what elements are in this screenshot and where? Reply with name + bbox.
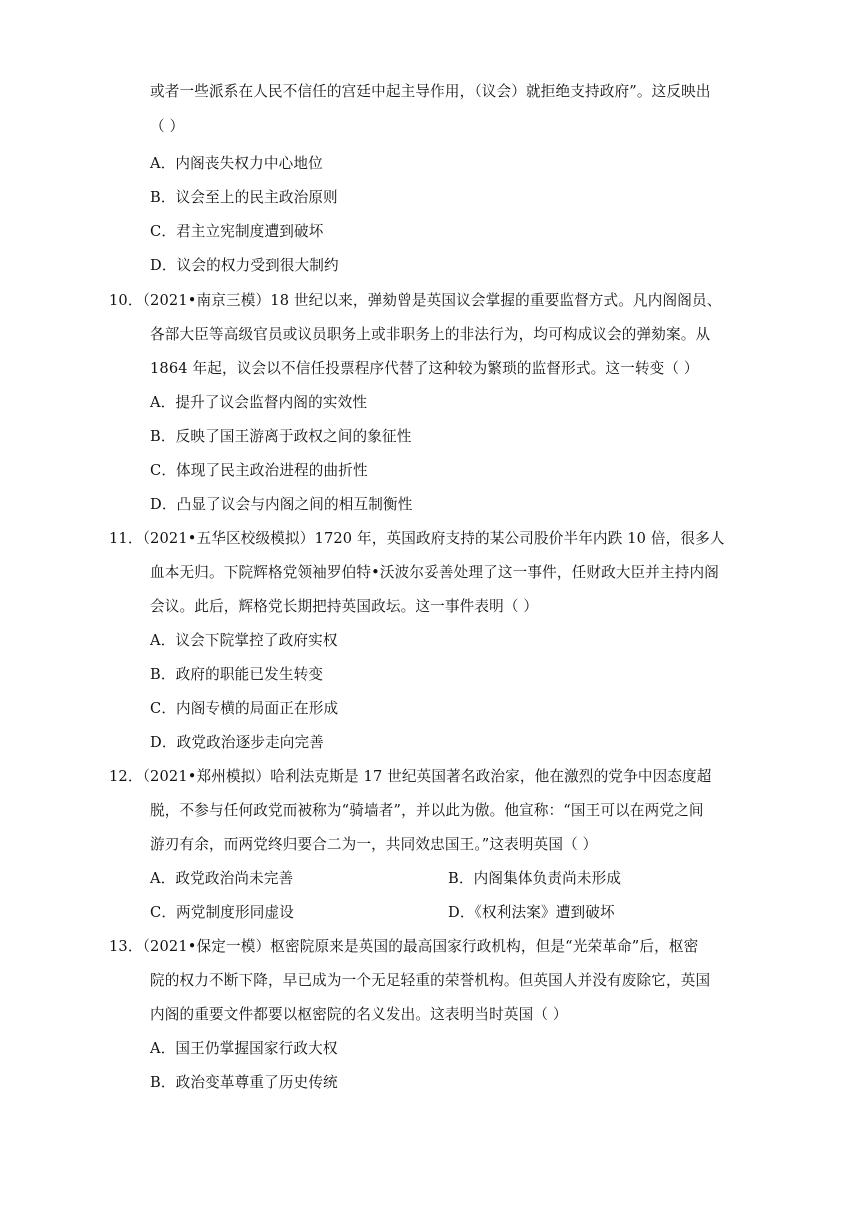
option-b: B．反映了国王游离于政权之间的象征性 bbox=[150, 428, 412, 445]
option-d: D．议会的权力受到很大制约 bbox=[150, 257, 339, 274]
option-a: A．议会下院掌控了政府实权 bbox=[150, 632, 338, 649]
option-d: D．政党政治逐步走向完善 bbox=[150, 734, 325, 751]
question-11-stem: 会议。此后，辉格党长期把持英国政坛。这一事件表明（ ） bbox=[150, 598, 539, 615]
question-11-stem: 血本无归。下院辉格党领袖罗伯特•沃波尔妥善处理了这一事件，任财政大臣并主持内阁 bbox=[150, 564, 720, 581]
option-c: C．君主立宪制度遭到破坏 bbox=[150, 223, 324, 240]
option-d: D．凸显了议会与内阁之间的相互制衡性 bbox=[150, 496, 413, 513]
question-10-stem: 1864 年起，议会以不信任投票程序代替了这种较为繁琐的监督形式。这一转变（ ） bbox=[150, 360, 699, 377]
question-13-stem: 13．（2021•保定一模）枢密院原来是英国的最高国家行政机构，但是“光荣革命”后，枢密 bbox=[109, 938, 699, 955]
question-12-stem: 游刃有余，而两党终归要合二为一，共同效忠国王。”这表明英国（ ） bbox=[150, 836, 598, 853]
question-12-stem: 脱，不参与任何政党而被称为“骑墙者”，并以此为傲。他宣称：“国王可以在两党之间 bbox=[150, 802, 704, 819]
answer-blank: （ ） bbox=[150, 118, 185, 135]
option-b: B．内阁集体负责尚未形成 bbox=[448, 870, 622, 887]
question-stem-line: 或者一些派系在人民不信任的宫廷中起主导作用，（议会）就拒绝支持政府”。这反映出 bbox=[150, 83, 711, 100]
option-d: D．《权利法案》遭到破坏 bbox=[448, 904, 615, 921]
option-a: A．内阁丧失权力中心地位 bbox=[150, 155, 323, 172]
option-b: B．议会至上的民主政治原则 bbox=[150, 189, 338, 206]
option-a: A．国王仍掌握国家行政大权 bbox=[150, 1040, 338, 1057]
option-c: C．内阁专横的局面正在形成 bbox=[150, 700, 339, 717]
option-b: B．政府的职能已发生转变 bbox=[150, 666, 324, 683]
option-b: B．政治变革尊重了历史传统 bbox=[150, 1074, 338, 1091]
option-a: A．政党政治尚未完善 bbox=[150, 870, 294, 887]
question-13-stem: 内阁的重要文件都要以枢密院的名义发出。这表明当时英国（ ） bbox=[150, 1006, 568, 1023]
question-10-stem: 10．（2021•南京三模）18 世纪以来，弹劾曾是英国议会掌握的重要监督方式。凡内阁阁员、 bbox=[109, 292, 722, 309]
option-a: A．提升了议会监督内阁的实效性 bbox=[150, 394, 368, 411]
option-c: C．体现了民主政治进程的曲折性 bbox=[150, 462, 368, 479]
question-11-stem: 11．（2021•五华区校级模拟）1720 年，英国政府支持的某公司股价半年内跌 10 倍，很多人 bbox=[109, 530, 725, 547]
question-10-stem: 各部大臣等高级官员或议员职务上或非职务上的非法行为，均可构成议会的弹劾案。从 bbox=[150, 326, 711, 343]
question-13-stem: 院的权力不断下降，早已成为一个无足轻重的荣誉机构。但英国人并没有废除它，英国 bbox=[150, 972, 711, 989]
option-c: C．两党制度形同虚设 bbox=[150, 904, 295, 921]
question-12-stem: 12．（2021•郑州模拟）哈利法克斯是 17 世纪英国著名政治家，他在激烈的党争中因态度超 bbox=[109, 768, 712, 785]
